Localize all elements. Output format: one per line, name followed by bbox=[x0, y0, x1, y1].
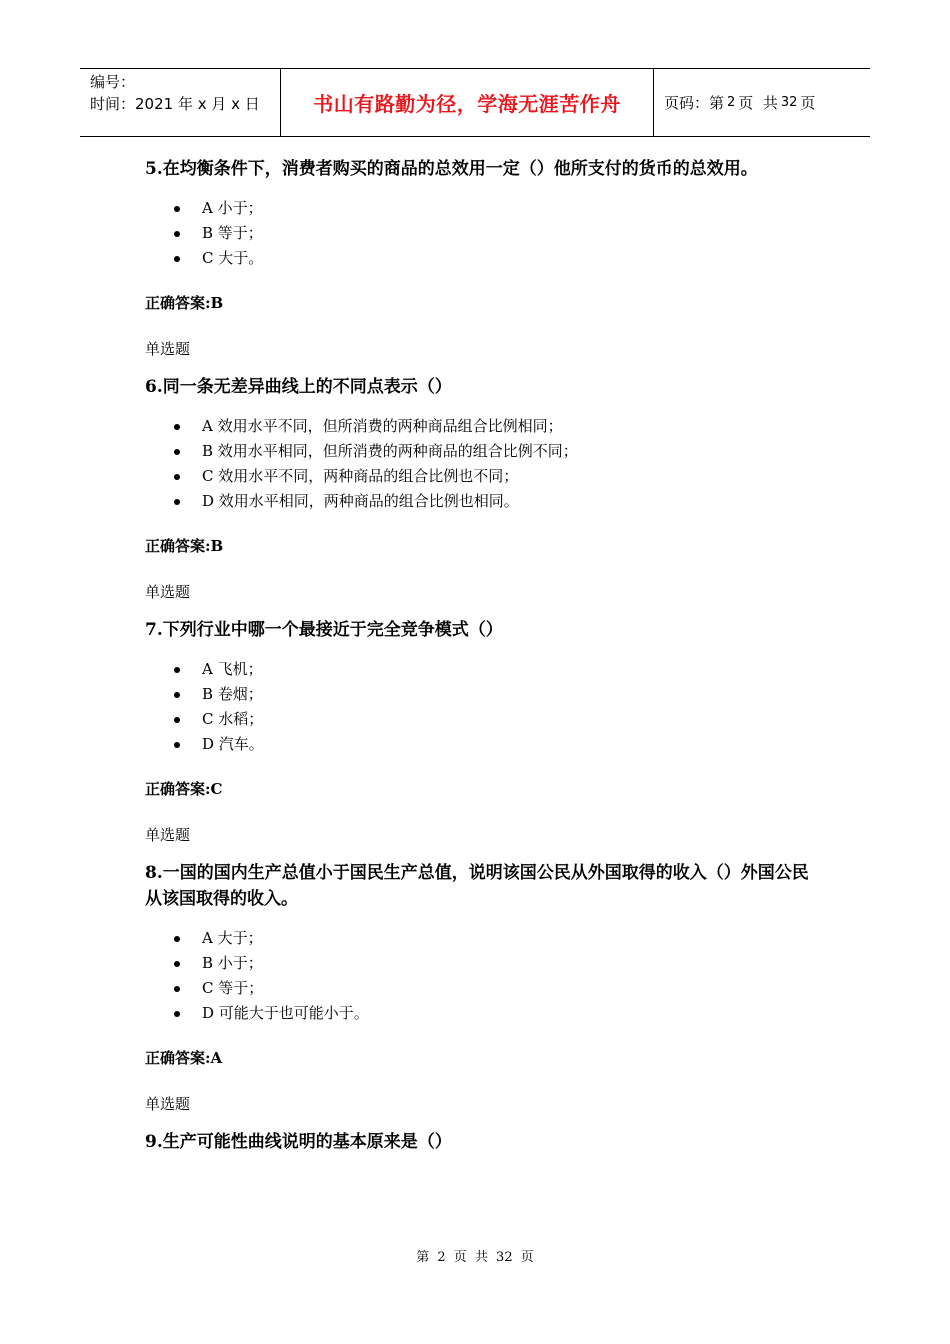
question-block bbox=[145, 1129, 825, 1155]
option-item bbox=[145, 221, 825, 246]
bullet-icon bbox=[174, 1011, 180, 1017]
option-item bbox=[145, 926, 825, 951]
question-block bbox=[145, 156, 825, 360]
question-text: 8.一国的国内生产总值小于国民生产总值，说明该国公民从外国取得的收入（）外国公民从该国取得的收入。 bbox=[145, 863, 809, 909]
bullet-icon bbox=[174, 936, 180, 942]
option-list bbox=[145, 657, 825, 757]
option-item bbox=[145, 246, 825, 271]
option-item bbox=[145, 732, 825, 757]
bullet-icon bbox=[174, 667, 180, 673]
question-block bbox=[145, 617, 825, 846]
option-label: C 水稻； bbox=[202, 710, 264, 728]
page-label-prefix: 页码：第 bbox=[664, 94, 725, 112]
option-label: B 小于； bbox=[202, 954, 263, 972]
option-label: D 汽车。 bbox=[202, 735, 264, 753]
page-label-suffix: 页 bbox=[800, 94, 816, 112]
question-type: 单选题 bbox=[145, 1095, 191, 1113]
option-label: B 效用水平相同，但所消费的两种商品的组合比例不同； bbox=[202, 442, 578, 460]
header-page-info bbox=[654, 69, 870, 136]
option-item bbox=[145, 1001, 825, 1026]
bullet-icon bbox=[174, 424, 180, 430]
option-label: A 小于； bbox=[202, 199, 263, 217]
option-label: C 效用水平不同，两种商品的组合比例也不同； bbox=[202, 467, 519, 485]
correct-answer: 正确答案:C bbox=[145, 780, 223, 798]
question-type: 单选题 bbox=[145, 826, 191, 844]
question-text: 7.下列行业中哪一个最接近于完全竞争模式（） bbox=[145, 620, 503, 640]
option-label: B 等于； bbox=[202, 224, 263, 242]
option-list bbox=[145, 926, 825, 1026]
bullet-icon bbox=[174, 449, 180, 455]
page-total: 32 bbox=[780, 95, 798, 110]
header-number-label: 编号： bbox=[90, 73, 136, 91]
option-item bbox=[145, 464, 825, 489]
option-label: C 等于； bbox=[202, 979, 264, 997]
bullet-icon bbox=[174, 717, 180, 723]
option-item bbox=[145, 951, 825, 976]
option-item bbox=[145, 414, 825, 439]
option-label: A 飞机； bbox=[202, 660, 263, 678]
question-text: 6.同一条无差异曲线上的不同点表示（） bbox=[145, 377, 452, 397]
question-type: 单选题 bbox=[145, 583, 191, 601]
option-label: D 效用水平相同，两种商品的组合比例也相同。 bbox=[202, 492, 519, 510]
correct-answer: 正确答案:B bbox=[145, 537, 224, 555]
bullet-icon bbox=[174, 986, 180, 992]
option-item bbox=[145, 682, 825, 707]
option-label: D 可能大于也可能小于。 bbox=[202, 1004, 369, 1022]
page-header bbox=[80, 68, 870, 137]
bullet-icon bbox=[174, 206, 180, 212]
option-item bbox=[145, 707, 825, 732]
question-text: 9.生产可能性曲线说明的基本原来是（） bbox=[145, 1132, 452, 1152]
bullet-icon bbox=[174, 742, 180, 748]
option-item bbox=[145, 489, 825, 514]
page-label-mid: 页 共 bbox=[738, 94, 778, 112]
option-label: C 大于。 bbox=[202, 249, 264, 267]
bullet-icon bbox=[174, 474, 180, 480]
page-current: 2 bbox=[727, 95, 736, 110]
question-block bbox=[145, 860, 825, 1115]
bullet-icon bbox=[174, 961, 180, 967]
option-item bbox=[145, 196, 825, 221]
option-label: A 效用水平不同，但所消费的两种商品组合比例相同； bbox=[202, 417, 563, 435]
document-body bbox=[145, 156, 825, 1155]
header-time-label: 时间：2021 年 x 月 x 日 bbox=[90, 95, 260, 113]
question-block bbox=[145, 374, 825, 603]
option-list bbox=[145, 196, 825, 271]
option-list bbox=[145, 414, 825, 514]
bullet-icon bbox=[174, 231, 180, 237]
page-footer: 第 2 页 共 32 页 bbox=[416, 1250, 534, 1265]
question-text: 5.在均衡条件下，消费者购买的商品的总效用一定（）他所支付的货币的总效用。 bbox=[145, 159, 758, 179]
header-meta bbox=[80, 69, 281, 136]
option-item bbox=[145, 439, 825, 464]
option-item bbox=[145, 976, 825, 1001]
bullet-icon bbox=[174, 499, 180, 505]
bullet-icon bbox=[174, 256, 180, 262]
option-item bbox=[145, 657, 825, 682]
correct-answer: 正确答案:B bbox=[145, 294, 224, 312]
option-label: A 大于； bbox=[202, 929, 263, 947]
header-motto: 书山有路勤为径，学海无涯苦作舟 bbox=[281, 69, 654, 136]
bullet-icon bbox=[174, 692, 180, 698]
option-label: B 卷烟； bbox=[202, 685, 263, 703]
correct-answer: 正确答案:A bbox=[145, 1049, 223, 1067]
question-type: 单选题 bbox=[145, 340, 191, 358]
